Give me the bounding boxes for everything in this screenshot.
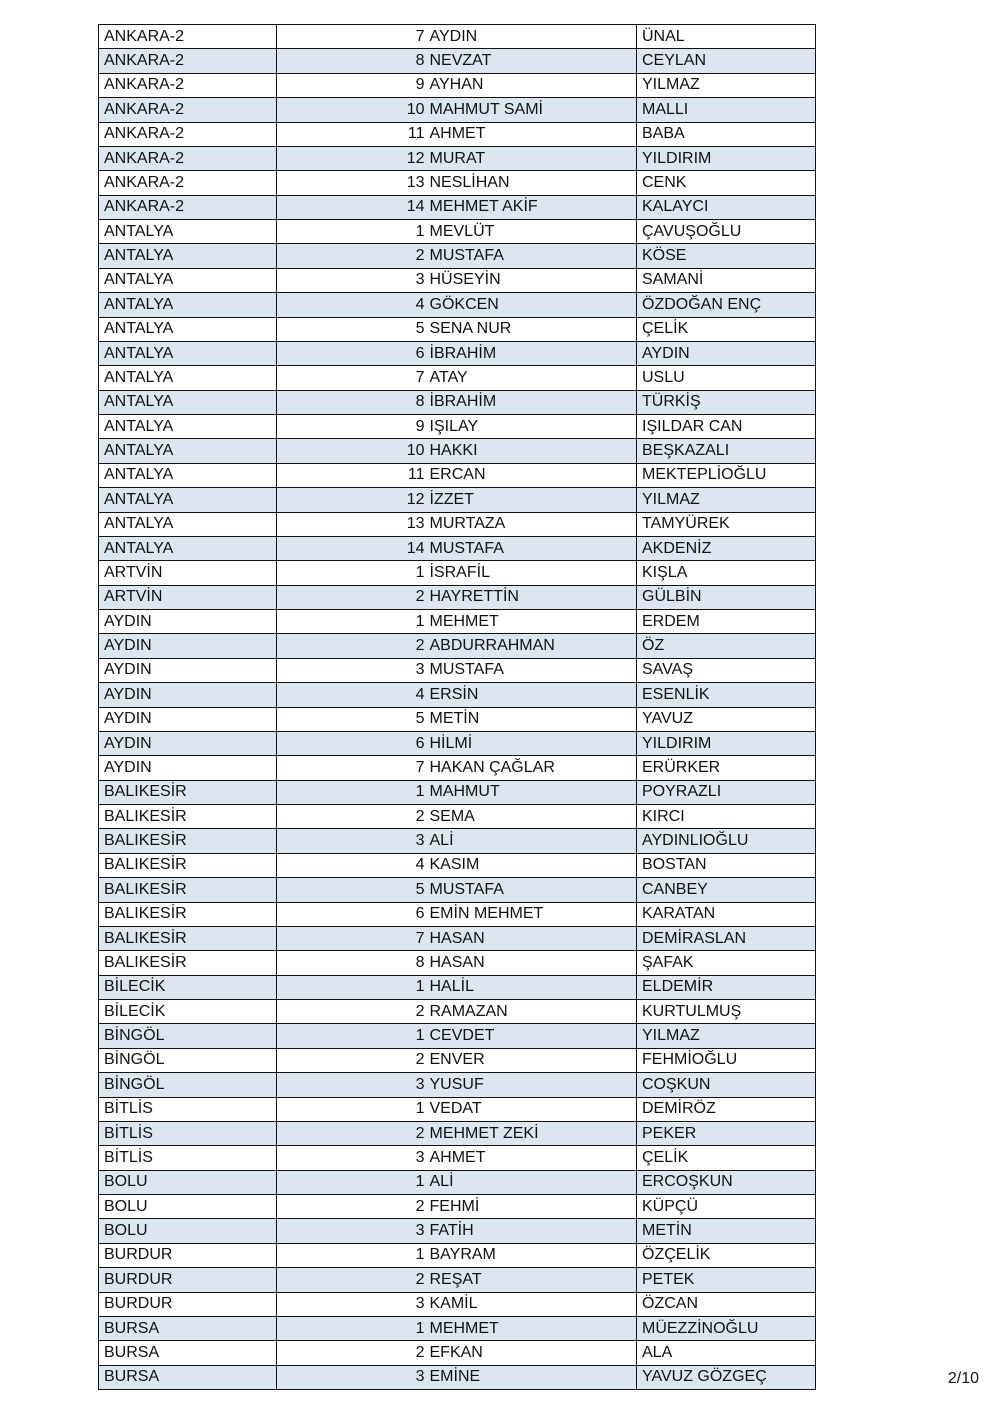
province-cell: AYDIN (99, 707, 277, 731)
province-cell: BİLECİK (99, 975, 277, 999)
province-cell: ARTVİN (99, 561, 277, 585)
table-row (99, 195, 816, 219)
rank-cell: 7 (277, 926, 427, 950)
last-name-cell: PEKER (637, 1121, 816, 1145)
last-name-cell: GÜLBİN (637, 585, 816, 609)
last-name-cell: CANBEY (637, 878, 816, 902)
province-cell: BURSA (99, 1341, 277, 1365)
province-cell: ARTVİN (99, 585, 277, 609)
last-name-cell: COŞKUN (637, 1073, 816, 1097)
first-name-cell: CEVDET (427, 1024, 637, 1048)
rank-cell: 2 (277, 244, 427, 268)
rank-cell: 7 (277, 366, 427, 390)
province-cell: ANTALYA (99, 512, 277, 536)
table-row (99, 366, 816, 390)
last-name-cell: CEYLAN (637, 49, 816, 73)
last-name-cell: YILMAZ (637, 1024, 816, 1048)
first-name-cell: MURTAZA (427, 512, 637, 536)
rank-cell: 3 (277, 829, 427, 853)
table-row (99, 25, 816, 49)
candidate-table (98, 24, 816, 1390)
first-name-cell: HASAN (427, 951, 637, 975)
last-name-cell: BOSTAN (637, 853, 816, 877)
rank-cell: 2 (277, 634, 427, 658)
last-name-cell: ERDEM (637, 610, 816, 634)
province-cell: AYDIN (99, 731, 277, 755)
rank-cell: 4 (277, 683, 427, 707)
last-name-cell: ALA (637, 1341, 816, 1365)
table-row (99, 1292, 816, 1316)
province-cell: BİTLİS (99, 1146, 277, 1170)
last-name-cell: AYDIN (637, 341, 816, 365)
first-name-cell: KAMİL (427, 1292, 637, 1316)
rank-cell: 1 (277, 1316, 427, 1340)
rank-cell: 14 (277, 195, 427, 219)
page-number: 2/10 (947, 1370, 979, 1387)
province-cell: BURDUR (99, 1243, 277, 1267)
last-name-cell: ERCOŞKUN (637, 1170, 816, 1194)
province-cell: ANTALYA (99, 415, 277, 439)
first-name-cell: MEHMET (427, 1316, 637, 1340)
rank-cell: 10 (277, 439, 427, 463)
province-cell: BALIKESİR (99, 805, 277, 829)
first-name-cell: REŞAT (427, 1268, 637, 1292)
table-row (99, 122, 816, 146)
province-cell: ANKARA-2 (99, 49, 277, 73)
first-name-cell: İBRAHİM (427, 341, 637, 365)
last-name-cell: TAMYÜREK (637, 512, 816, 536)
first-name-cell: ABDURRAHMAN (427, 634, 637, 658)
first-name-cell: İSRAFİL (427, 561, 637, 585)
province-cell: ANKARA-2 (99, 171, 277, 195)
rank-cell: 4 (277, 853, 427, 877)
rank-cell: 1 (277, 975, 427, 999)
first-name-cell: SEMA (427, 805, 637, 829)
last-name-cell: ELDEMİR (637, 975, 816, 999)
province-cell: BURDUR (99, 1292, 277, 1316)
table-row (99, 683, 816, 707)
rank-cell: 13 (277, 171, 427, 195)
rank-cell: 11 (277, 463, 427, 487)
rank-cell: 1 (277, 1097, 427, 1121)
last-name-cell: KURTULMUŞ (637, 1000, 816, 1024)
table-row (99, 1365, 816, 1389)
table-row (99, 780, 816, 804)
last-name-cell: METİN (637, 1219, 816, 1243)
province-cell: AYDIN (99, 610, 277, 634)
last-name-cell: ÖZCAN (637, 1292, 816, 1316)
last-name-cell: KARATAN (637, 902, 816, 926)
table-row (99, 1219, 816, 1243)
last-name-cell: KÜPÇÜ (637, 1195, 816, 1219)
last-name-cell: ÇELİK (637, 1146, 816, 1170)
table-row (99, 220, 816, 244)
rank-cell: 7 (277, 25, 427, 49)
rank-cell: 8 (277, 951, 427, 975)
last-name-cell: ÇELİK (637, 317, 816, 341)
first-name-cell: İZZET (427, 488, 637, 512)
province-cell: BURDUR (99, 1268, 277, 1292)
table-row (99, 268, 816, 292)
table-row (99, 1024, 816, 1048)
rank-cell: 10 (277, 98, 427, 122)
table-row (99, 805, 816, 829)
table-row (99, 317, 816, 341)
province-cell: ANKARA-2 (99, 73, 277, 97)
province-cell: ANTALYA (99, 244, 277, 268)
table-row (99, 902, 816, 926)
table-row (99, 1000, 816, 1024)
first-name-cell: ALİ (427, 1170, 637, 1194)
rank-cell: 1 (277, 1170, 427, 1194)
table-row (99, 878, 816, 902)
last-name-cell: DEMİRÖZ (637, 1097, 816, 1121)
first-name-cell: AHMET (427, 1146, 637, 1170)
province-cell: BOLU (99, 1195, 277, 1219)
last-name-cell: ÖZÇELİK (637, 1243, 816, 1267)
table-row (99, 488, 816, 512)
table-row (99, 926, 816, 950)
first-name-cell: EMİNE (427, 1365, 637, 1389)
table-row (99, 1316, 816, 1340)
table-row (99, 415, 816, 439)
last-name-cell: ERÜRKER (637, 756, 816, 780)
table-row (99, 49, 816, 73)
last-name-cell: ŞAFAK (637, 951, 816, 975)
rank-cell: 3 (277, 268, 427, 292)
last-name-cell: ESENLİK (637, 683, 816, 707)
first-name-cell: FEHMİ (427, 1195, 637, 1219)
last-name-cell: DEMİRASLAN (637, 926, 816, 950)
last-name-cell: IŞILDAR CAN (637, 415, 816, 439)
first-name-cell: HALİL (427, 975, 637, 999)
first-name-cell: AYDIN (427, 25, 637, 49)
first-name-cell: IŞILAY (427, 415, 637, 439)
last-name-cell: KIRCI (637, 805, 816, 829)
last-name-cell: AYDINLIOĞLU (637, 829, 816, 853)
province-cell: ANTALYA (99, 536, 277, 560)
first-name-cell: SENA NUR (427, 317, 637, 341)
rank-cell: 7 (277, 756, 427, 780)
table-row (99, 1121, 816, 1145)
province-cell: BOLU (99, 1219, 277, 1243)
rank-cell: 2 (277, 1048, 427, 1072)
first-name-cell: MUSTAFA (427, 536, 637, 560)
first-name-cell: RAMAZAN (427, 1000, 637, 1024)
last-name-cell: YILDIRIM (637, 731, 816, 755)
province-cell: BALIKESİR (99, 780, 277, 804)
last-name-cell: MÜEZZİNOĞLU (637, 1316, 816, 1340)
province-cell: AYDIN (99, 634, 277, 658)
rank-cell: 3 (277, 1146, 427, 1170)
rank-cell: 2 (277, 1268, 427, 1292)
last-name-cell: USLU (637, 366, 816, 390)
table-row (99, 390, 816, 414)
table-row (99, 463, 816, 487)
first-name-cell: EFKAN (427, 1341, 637, 1365)
table-row (99, 585, 816, 609)
table-row (99, 1341, 816, 1365)
first-name-cell: MUSTAFA (427, 244, 637, 268)
table-row (99, 244, 816, 268)
rank-cell: 12 (277, 488, 427, 512)
rank-cell: 2 (277, 805, 427, 829)
first-name-cell: GÖKCEN (427, 293, 637, 317)
province-cell: ANKARA-2 (99, 122, 277, 146)
last-name-cell: MEKTEPLİOĞLU (637, 463, 816, 487)
table-row (99, 829, 816, 853)
province-cell: ANTALYA (99, 341, 277, 365)
rank-cell: 3 (277, 1073, 427, 1097)
rank-cell: 6 (277, 731, 427, 755)
table-row (99, 853, 816, 877)
rank-cell: 1 (277, 780, 427, 804)
table-row (99, 975, 816, 999)
province-cell: BALIKESİR (99, 926, 277, 950)
rank-cell: 11 (277, 122, 427, 146)
province-cell: AYDIN (99, 658, 277, 682)
table-row (99, 561, 816, 585)
last-name-cell: AKDENİZ (637, 536, 816, 560)
first-name-cell: HAKKI (427, 439, 637, 463)
first-name-cell: HÜSEYİN (427, 268, 637, 292)
rank-cell: 3 (277, 1219, 427, 1243)
last-name-cell: YAVUZ (637, 707, 816, 731)
province-cell: BALIKESİR (99, 853, 277, 877)
rank-cell: 8 (277, 49, 427, 73)
table-row (99, 951, 816, 975)
rank-cell: 1 (277, 220, 427, 244)
province-cell: ANTALYA (99, 220, 277, 244)
first-name-cell: MEHMET (427, 610, 637, 634)
province-cell: BALIKESİR (99, 902, 277, 926)
first-name-cell: HAYRETTİN (427, 585, 637, 609)
first-name-cell: MEHMET ZEKİ (427, 1121, 637, 1145)
last-name-cell: ÇAVUŞOĞLU (637, 220, 816, 244)
rank-cell: 6 (277, 341, 427, 365)
first-name-cell: MEHMET AKİF (427, 195, 637, 219)
province-cell: BİLECİK (99, 1000, 277, 1024)
province-cell: ANKARA-2 (99, 98, 277, 122)
last-name-cell: YILDIRIM (637, 146, 816, 170)
first-name-cell: ERSİN (427, 683, 637, 707)
table-row (99, 1170, 816, 1194)
last-name-cell: YAVUZ GÖZGEÇ (637, 1365, 816, 1389)
province-cell: ANTALYA (99, 317, 277, 341)
province-cell: BİNGÖL (99, 1073, 277, 1097)
province-cell: BALIKESİR (99, 829, 277, 853)
last-name-cell: KALAYCI (637, 195, 816, 219)
first-name-cell: ATAY (427, 366, 637, 390)
last-name-cell: BABA (637, 122, 816, 146)
rank-cell: 3 (277, 1365, 427, 1389)
table-row (99, 1073, 816, 1097)
province-cell: BURSA (99, 1365, 277, 1389)
last-name-cell: ÖZDOĞAN ENÇ (637, 293, 816, 317)
province-cell: BALIKESİR (99, 951, 277, 975)
first-name-cell: ENVER (427, 1048, 637, 1072)
rank-cell: 3 (277, 658, 427, 682)
rank-cell: 1 (277, 561, 427, 585)
first-name-cell: FATİH (427, 1219, 637, 1243)
last-name-cell: ÜNAL (637, 25, 816, 49)
first-name-cell: AHMET (427, 122, 637, 146)
table-row (99, 610, 816, 634)
first-name-cell: MURAT (427, 146, 637, 170)
province-cell: BALIKESİR (99, 878, 277, 902)
first-name-cell: BAYRAM (427, 1243, 637, 1267)
table-row (99, 1097, 816, 1121)
first-name-cell: METİN (427, 707, 637, 731)
first-name-cell: HİLMİ (427, 731, 637, 755)
last-name-cell: TÜRKİŞ (637, 390, 816, 414)
table-row (99, 731, 816, 755)
table-row (99, 1195, 816, 1219)
rank-cell: 14 (277, 536, 427, 560)
province-cell: BİTLİS (99, 1121, 277, 1145)
last-name-cell: KÖSE (637, 244, 816, 268)
first-name-cell: MAHMUT (427, 780, 637, 804)
last-name-cell: KIŞLA (637, 561, 816, 585)
province-cell: ANTALYA (99, 366, 277, 390)
province-cell: ANKARA-2 (99, 195, 277, 219)
table-row (99, 658, 816, 682)
rank-cell: 3 (277, 1292, 427, 1316)
first-name-cell: HAKAN ÇAĞLAR (427, 756, 637, 780)
last-name-cell: BEŞKAZALI (637, 439, 816, 463)
last-name-cell: PETEK (637, 1268, 816, 1292)
rank-cell: 5 (277, 878, 427, 902)
rank-cell: 2 (277, 1341, 427, 1365)
last-name-cell: FEHMİOĞLU (637, 1048, 816, 1072)
rank-cell: 6 (277, 902, 427, 926)
table-row (99, 1146, 816, 1170)
rank-cell: 2 (277, 1195, 427, 1219)
first-name-cell: ALİ (427, 829, 637, 853)
province-cell: BİTLİS (99, 1097, 277, 1121)
table-row (99, 146, 816, 170)
last-name-cell: CENK (637, 171, 816, 195)
table-row (99, 1243, 816, 1267)
first-name-cell: MAHMUT SAMİ (427, 98, 637, 122)
table-row (99, 1048, 816, 1072)
rank-cell: 13 (277, 512, 427, 536)
first-name-cell: YUSUF (427, 1073, 637, 1097)
rank-cell: 2 (277, 1000, 427, 1024)
candidate-table-body (99, 25, 816, 1390)
province-cell: ANKARA-2 (99, 146, 277, 170)
province-cell: BİNGÖL (99, 1024, 277, 1048)
last-name-cell: SAVAŞ (637, 658, 816, 682)
table-row (99, 439, 816, 463)
province-cell: ANTALYA (99, 439, 277, 463)
last-name-cell: POYRAZLI (637, 780, 816, 804)
province-cell: BİNGÖL (99, 1048, 277, 1072)
table-row (99, 293, 816, 317)
table-row (99, 707, 816, 731)
first-name-cell: EMİN MEHMET (427, 902, 637, 926)
province-cell: ANTALYA (99, 268, 277, 292)
rank-cell: 4 (277, 293, 427, 317)
province-cell: AYDIN (99, 683, 277, 707)
rank-cell: 2 (277, 585, 427, 609)
province-cell: BOLU (99, 1170, 277, 1194)
table-row (99, 171, 816, 195)
rank-cell: 5 (277, 707, 427, 731)
rank-cell: 12 (277, 146, 427, 170)
first-name-cell: MUSTAFA (427, 878, 637, 902)
province-cell: ANTALYA (99, 463, 277, 487)
first-name-cell: MUSTAFA (427, 658, 637, 682)
province-cell: BURSA (99, 1316, 277, 1340)
last-name-cell: YILMAZ (637, 488, 816, 512)
province-cell: ANKARA-2 (99, 25, 277, 49)
first-name-cell: AYHAN (427, 73, 637, 97)
table-row (99, 341, 816, 365)
table-row (99, 634, 816, 658)
last-name-cell: MALLI (637, 98, 816, 122)
first-name-cell: KASIM (427, 853, 637, 877)
first-name-cell: NEVZAT (427, 49, 637, 73)
province-cell: ANTALYA (99, 390, 277, 414)
rank-cell: 9 (277, 73, 427, 97)
first-name-cell: VEDAT (427, 1097, 637, 1121)
rank-cell: 1 (277, 1024, 427, 1048)
last-name-cell: SAMANİ (637, 268, 816, 292)
table-row (99, 1268, 816, 1292)
rank-cell: 1 (277, 610, 427, 634)
rank-cell: 2 (277, 1121, 427, 1145)
province-cell: AYDIN (99, 756, 277, 780)
rank-cell: 1 (277, 1243, 427, 1267)
rank-cell: 9 (277, 415, 427, 439)
table-row (99, 756, 816, 780)
rank-cell: 5 (277, 317, 427, 341)
first-name-cell: ERCAN (427, 463, 637, 487)
first-name-cell: İBRAHİM (427, 390, 637, 414)
first-name-cell: NESLİHAN (427, 171, 637, 195)
first-name-cell: HASAN (427, 926, 637, 950)
rank-cell: 8 (277, 390, 427, 414)
table-row (99, 536, 816, 560)
last-name-cell: ÖZ (637, 634, 816, 658)
last-name-cell: YILMAZ (637, 73, 816, 97)
first-name-cell: MEVLÜT (427, 220, 637, 244)
table-row (99, 512, 816, 536)
province-cell: ANTALYA (99, 293, 277, 317)
table-row (99, 98, 816, 122)
province-cell: ANTALYA (99, 488, 277, 512)
table-row (99, 73, 816, 97)
